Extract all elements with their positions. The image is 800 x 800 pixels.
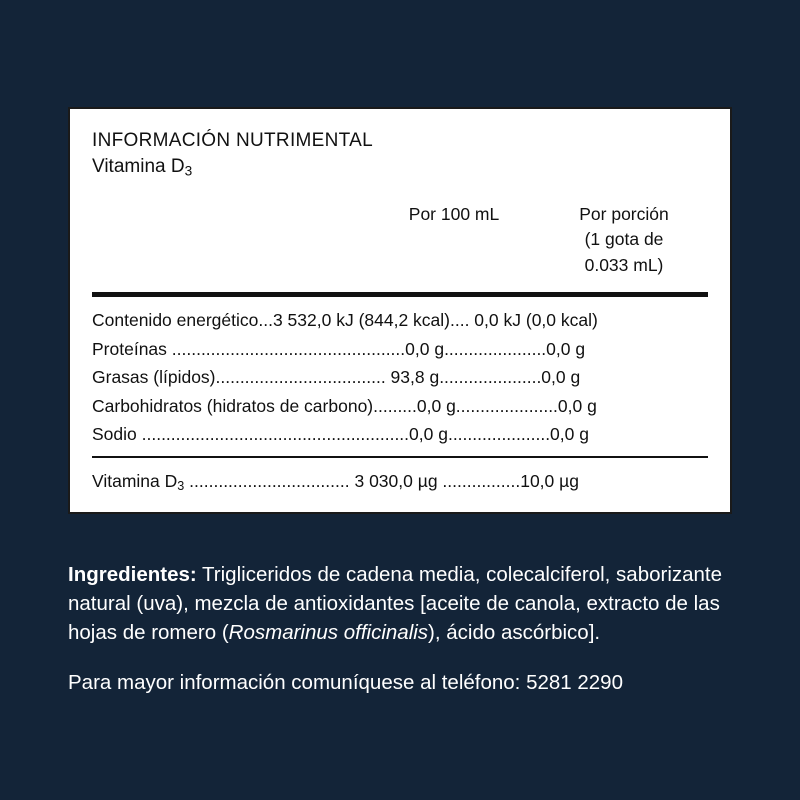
footer-text-block	[68, 560, 744, 698]
nutrition-facts-panel	[68, 107, 732, 514]
ingredients-text-part-2: ), ácido ascórbico].	[428, 621, 601, 645]
divider-thin	[92, 456, 708, 458]
table-row: Sodio .......................................................0,0 g.....................0,0 g	[92, 424, 589, 445]
column-header-per-portion-line1: Por porción	[579, 203, 669, 224]
ingredients-paragraph	[68, 560, 744, 647]
ingredients-text-part-1: Trigliceridos de cadena media, colecalciferol, saborizante natural (uva), mezcla de antioxidantes [aceite de canola, extracto de las hojas de romero (	[68, 563, 723, 645]
contact-phone-text: Para mayor información comuníquese al teléfono: 5281 2290	[68, 671, 623, 695]
column-header-per-portion-line3: 0.033 mL)	[584, 254, 664, 275]
table-row: Carbohidratos (hidratos de carbono).........0,0 g.....................0,0 g	[92, 395, 597, 416]
column-headers	[92, 202, 708, 278]
vitamin-d3-name: Vitamina D	[92, 470, 178, 491]
vitamin-d3-dots-2: ................	[437, 470, 521, 491]
table-row: Proteínas ................................................0,0 g.....................0,0 g	[92, 338, 586, 359]
table-row: Grasas (lípidos)................................... 93,8 g.....................0,0 g	[92, 367, 581, 388]
vitamin-d3-name-subscript: 3	[177, 478, 185, 493]
vitamin-d3-row	[92, 467, 708, 496]
vitamin-d3-value-per-portion: 10,0 µg	[520, 470, 579, 491]
panel-subtitle-text: Vitamina D	[92, 155, 185, 177]
column-header-per-100ml: Por 100 mL	[408, 203, 500, 224]
panel-subtitle	[92, 155, 708, 180]
vitamin-d3-value-per-100ml: 3 030,0 µg	[354, 470, 438, 491]
column-header-per-portion	[540, 202, 708, 278]
nutrient-rows	[92, 306, 708, 449]
panel-title: INFORMACIÓN NUTRIMENTAL	[92, 130, 373, 151]
divider-thick-top	[92, 292, 708, 297]
ingredients-scientific-name: Rosmarinus officinalis	[228, 621, 429, 645]
table-row: Contenido energético...3 532,0 kJ (844,2 kcal).... 0,0 kJ (0,0 kcal)	[92, 310, 598, 331]
panel-subtitle-subscript: 3	[184, 163, 193, 179]
column-header-per-portion-line2: (1 gota de	[584, 229, 664, 250]
ingredients-label: Ingredientes:	[68, 563, 197, 586]
vitamin-d3-dots-1: .................................	[184, 470, 355, 491]
